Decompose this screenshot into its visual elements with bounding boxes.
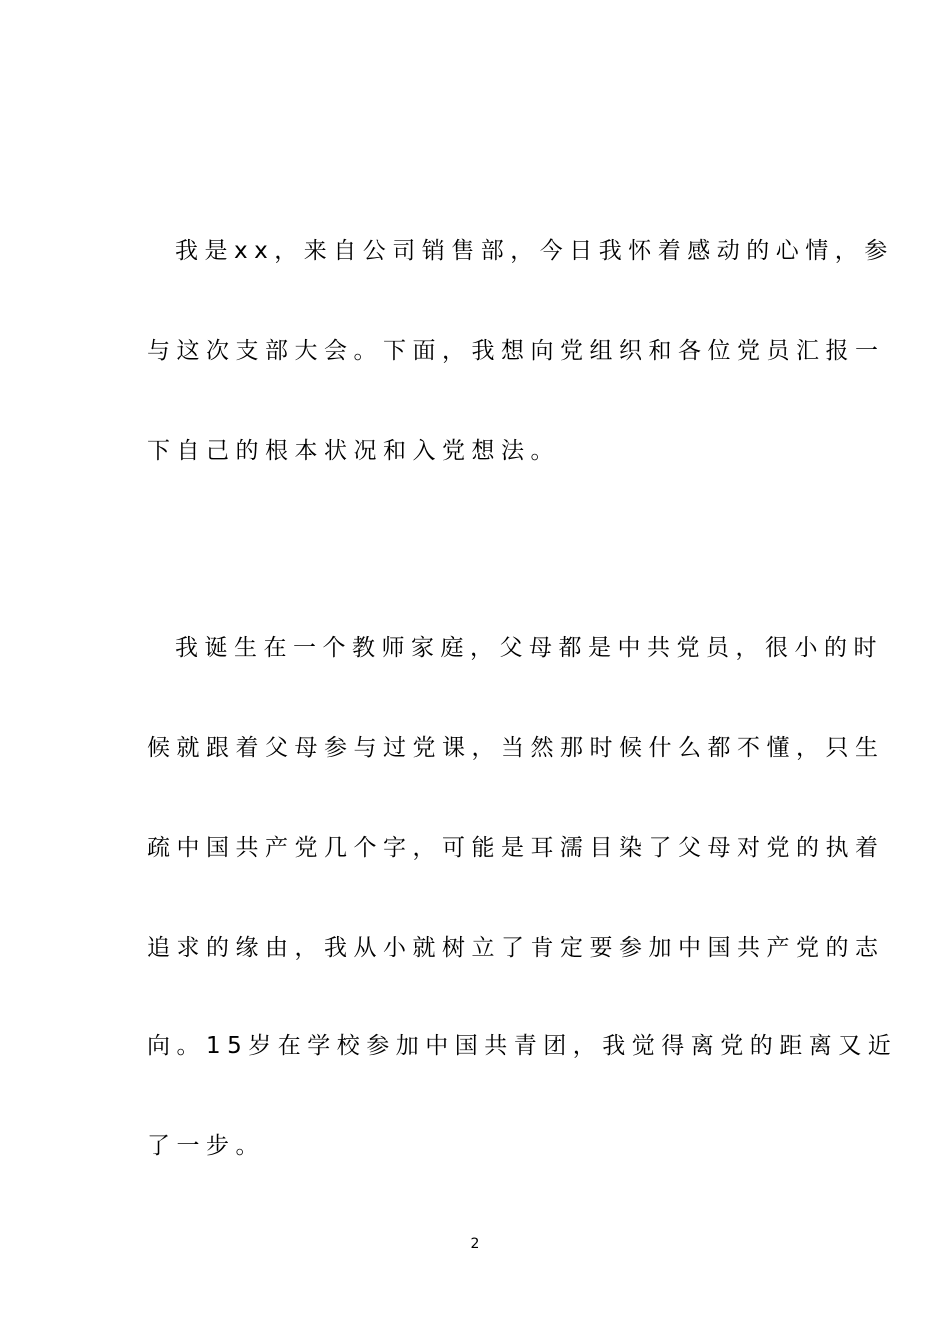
paragraph-1-line-2: 与这次支部大会。下面，我想向党组织和各位党员汇报一: [147, 338, 885, 364]
paragraph-2-line-4: 追求的缘由，我从小就树立了肯定要参加中国共产党的志: [147, 935, 885, 961]
paragraph-1-line-1: 我是xx，来自公司销售部，今日我怀着感动的心情，参: [175, 238, 894, 264]
paragraph-2-line-1: 我诞生在一个教师家庭，父母都是中共党员，很小的时: [175, 635, 883, 661]
paragraph-2-line-2: 候就跟着父母参与过党课，当然那时候什么都不懂，只生: [147, 735, 885, 761]
paragraph-2-line-6: 了一步。: [147, 1133, 265, 1159]
paragraph-2-line-3: 疏中国共产党几个字，可能是耳濡目染了父母对党的执着: [147, 835, 885, 861]
page-number: 2: [470, 1236, 480, 1252]
paragraph-2-line-5: 向。15岁在学校参加中国共青团，我觉得离党的距离又近: [147, 1033, 898, 1059]
paragraph-1-line-3: 下自己的根本状况和入党想法。: [147, 438, 560, 464]
